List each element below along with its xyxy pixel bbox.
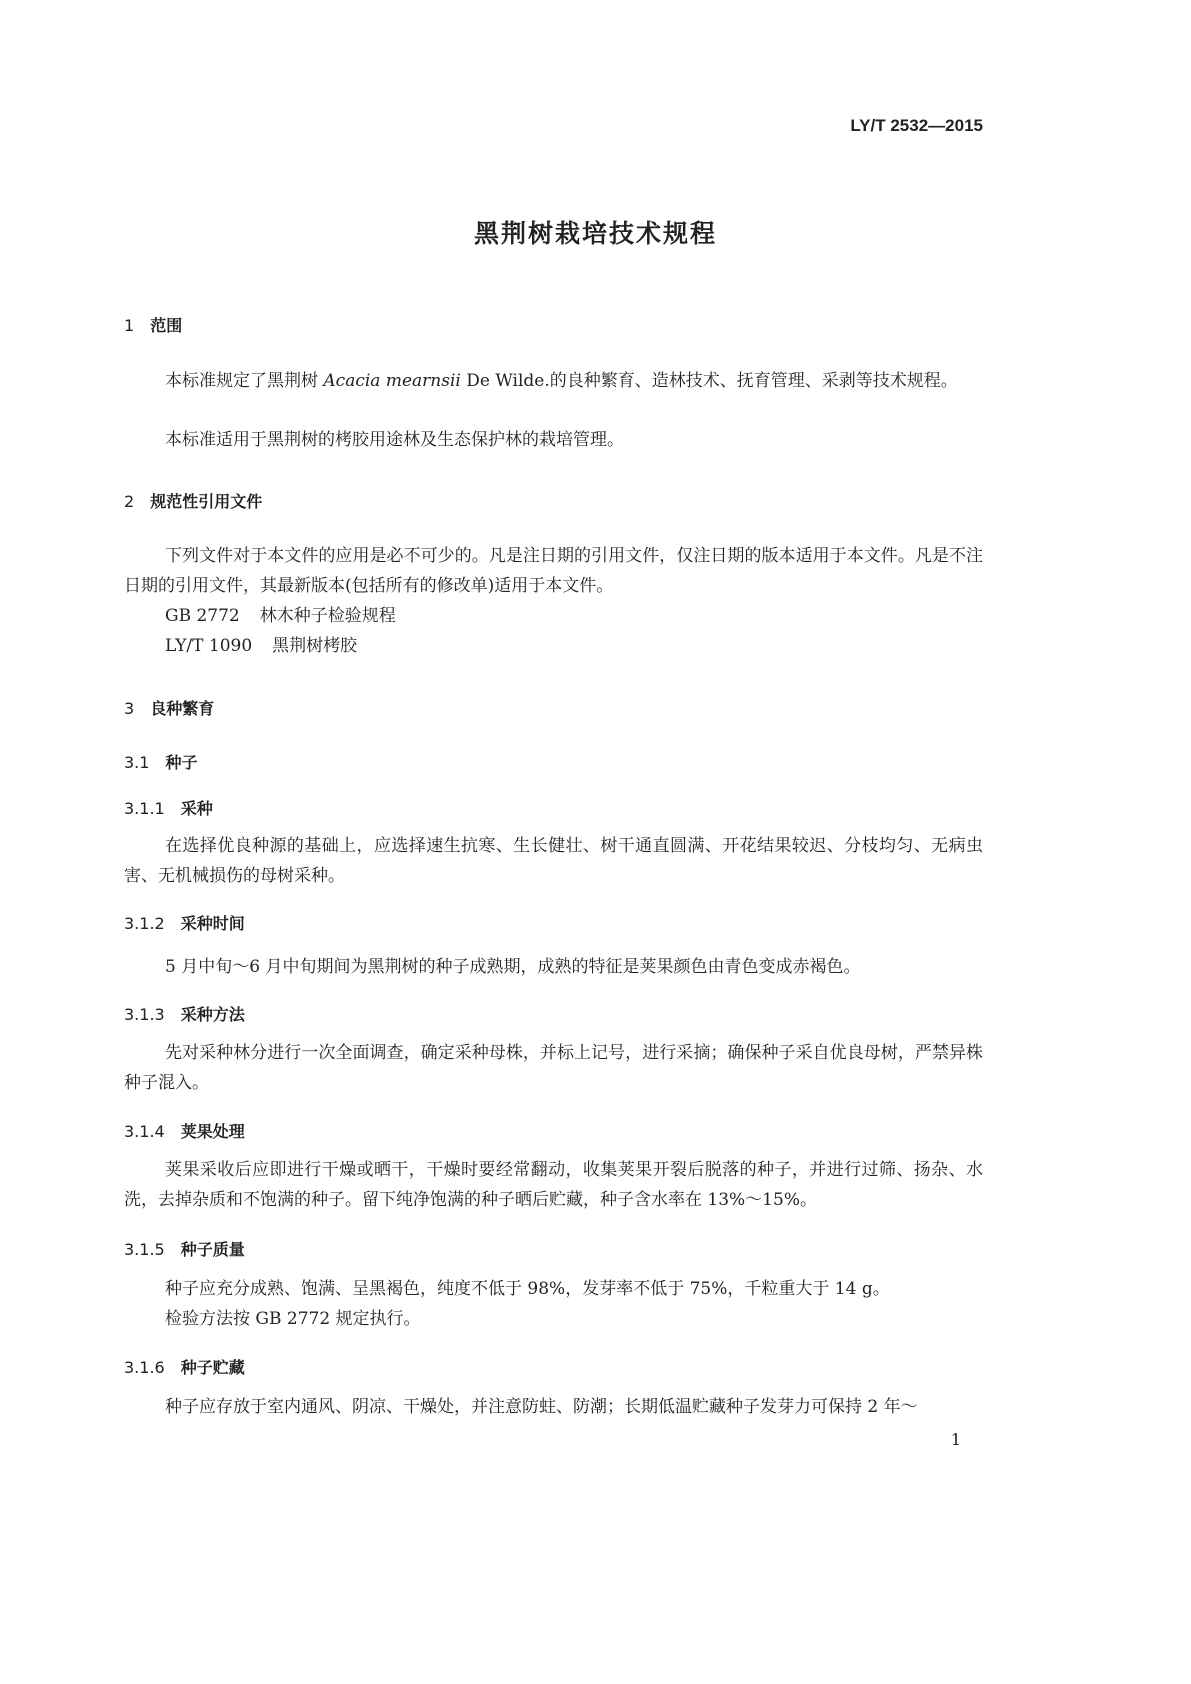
heading-text: 种子贮藏 [180, 1358, 245, 1377]
heading-number: 3.1.4 [124, 1122, 165, 1141]
paragraph: 5 月中旬～6 月中旬期间为黑荆树的种子成熟期，成熟的特征是荚果颜色由青色变成赤褐色。 [165, 957, 861, 977]
heading-3-1-5 [124, 1237, 245, 1260]
heading-text: 良种繁育 [150, 699, 215, 718]
heading-text: 荚果处理 [180, 1122, 245, 1141]
text: 本标准规定了黑荆树 [165, 371, 324, 391]
paragraph: 种子应充分成熟、饱满、呈黑褐色，纯度不低于 98%，发芽率不低于 75%，千粒重大于 14 g。 [165, 1279, 890, 1299]
heading-number: 2 [124, 492, 135, 511]
reference-name: 林木种子检验规程 [259, 606, 396, 626]
heading-2 [124, 489, 262, 512]
heading-number: 1 [124, 316, 135, 335]
reference-code: GB 2772 [165, 606, 240, 626]
paragraph: 下列文件对于本文件的应用是必不可少的。凡是注日期的引用文件，仅注日期的版本适用于本文件。凡是不注日期的引用文件，其最新版本(包括所有的修改单)适用于本文件。 [124, 546, 983, 596]
latin-name: Acacia mearnsii [323, 371, 461, 391]
heading-1 [124, 313, 182, 336]
heading-3-1-6 [124, 1355, 245, 1378]
heading-number: 3.1 [124, 753, 150, 772]
paragraph: 先对采种林分进行一次全面调查，确定采种母株，并标上记号，进行采摘；确保种子采自优良母树，严禁异株种子混入。 [124, 1043, 983, 1093]
text: De Wilde.的良种繁育、造林技术、抚育管理、采剥等技术规程。 [460, 371, 958, 391]
page-number: 1 [950, 1430, 961, 1449]
heading-number: 3.1.6 [124, 1358, 165, 1377]
heading-number: 3 [124, 699, 135, 718]
paragraph [124, 366, 983, 396]
heading-number: 3.1.3 [124, 1005, 165, 1024]
paragraph: 种子应存放于室内通风、阴凉、干燥处，并注意防蛀、防潮；长期低温贮藏种子发芽力可保持 2 年～ [165, 1397, 918, 1417]
heading-text: 采种方法 [180, 1005, 245, 1024]
heading-3-1-2 [124, 911, 245, 934]
heading-number: 3.1.1 [124, 799, 165, 818]
heading-3 [124, 696, 214, 719]
reference-item [165, 601, 983, 631]
reference-item [165, 631, 983, 661]
heading-text: 采种 [180, 799, 213, 818]
paragraph: 荚果采收后应即进行干燥或晒干，干燥时要经常翻动，收集荚果开裂后脱落的种子，并进行过筛、扬杂、水洗，去掉杂质和不饱满的种子。留下纯净饱满的种子晒后贮藏，种子含水率在 13%～15%。 [124, 1160, 983, 1210]
paragraph: 本标准适用于黑荆树的栲胶用途林及生态保护林的栽培管理。 [165, 430, 624, 450]
heading-3-1-4 [124, 1119, 245, 1142]
heading-3-1 [124, 750, 197, 773]
reference-name: 黑荆树栲胶 [272, 636, 358, 656]
heading-text: 种子 [165, 753, 198, 772]
heading-3-1-1 [124, 796, 213, 819]
standard-number: LY/T 2532—2015 [850, 116, 983, 135]
heading-3-1-3 [124, 1002, 245, 1025]
heading-text: 采种时间 [180, 914, 245, 933]
heading-number: 3.1.5 [124, 1240, 165, 1259]
heading-number: 3.1.2 [124, 914, 165, 933]
paragraph: 检验方法按 GB 2772 规定执行。 [165, 1309, 421, 1329]
heading-text: 种子质量 [180, 1240, 245, 1259]
paragraph: 在选择优良种源的基础上，应选择速生抗寒、生长健壮、树干通直圆满、开花结果较迟、分枝均匀、无病虫害、无机械损伤的母树采种。 [124, 836, 983, 886]
document-title: 黑荆树栽培技术规程 [473, 219, 717, 248]
reference-code: LY/T 1090 [165, 636, 253, 656]
heading-text: 范围 [150, 316, 183, 335]
heading-text: 规范性引用文件 [150, 492, 263, 511]
